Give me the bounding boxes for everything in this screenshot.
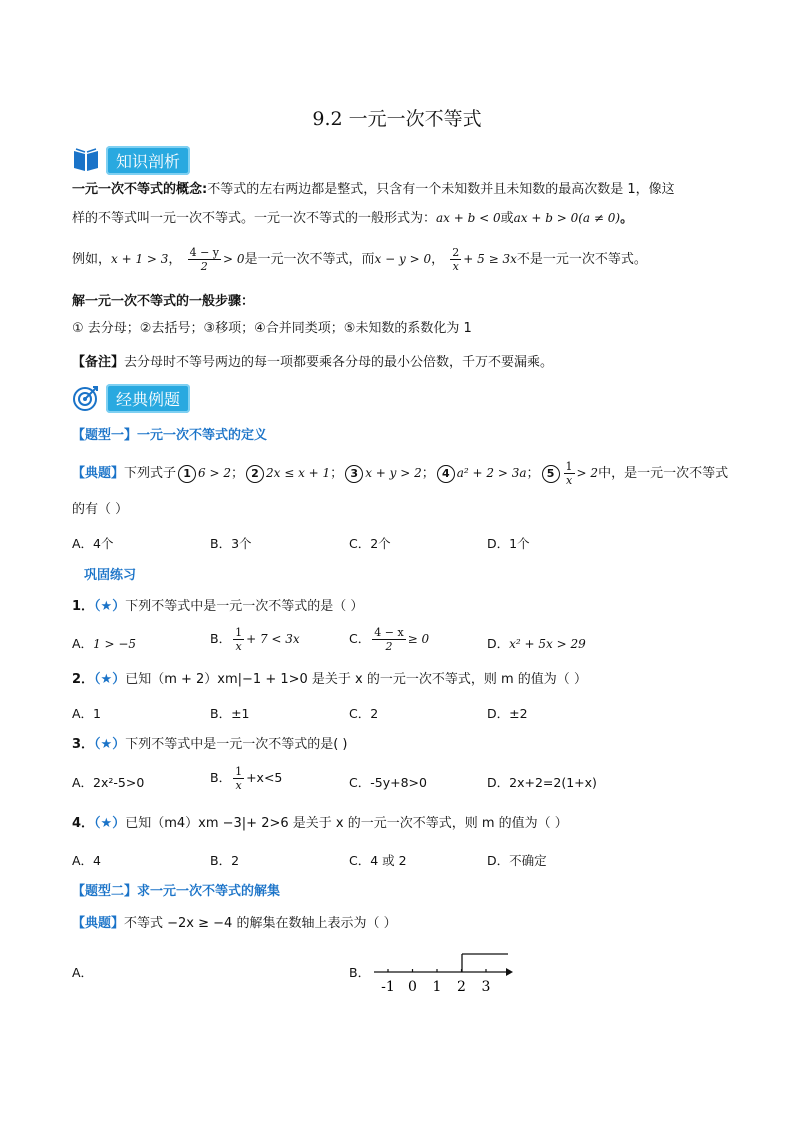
circled-number: 3: [345, 465, 363, 483]
d2-option-a[interactable]: A．: [72, 965, 94, 980]
connector: 或: [500, 211, 514, 226]
denominator: x: [235, 779, 242, 792]
punctuation: ；: [526, 466, 540, 481]
question-text: 下列式子: [124, 466, 177, 481]
option-label: A．: [72, 636, 94, 651]
q1-option-d[interactable]: [487, 634, 586, 652]
question-number: 3．: [72, 737, 95, 752]
option-label: D．: [487, 636, 510, 651]
numerator: 1: [235, 765, 243, 778]
concept-label: 一元一次不等式的概念:: [72, 182, 208, 197]
dianti-1-line-2: 的有（ ）: [72, 502, 129, 517]
formula-condition: (a ≠ 0): [578, 211, 621, 225]
section-header-examples: [72, 383, 190, 413]
question-text: 下列不等式中是一元一次不等式的是（ ）: [125, 599, 364, 614]
numerator: 1: [235, 626, 243, 639]
concept-line-1: [72, 180, 675, 200]
type-heading-2: 【题型二】求一元一次不等式的解集: [72, 884, 281, 899]
difficulty-star: （★）: [94, 737, 126, 752]
dianti-2: [72, 914, 397, 934]
formula: + 5 ≥ 3x: [463, 252, 517, 266]
question-text: 下列不等式中是一元一次不等式的是( ): [125, 737, 348, 752]
difficulty-star: （★）: [94, 672, 126, 687]
circled-number: 1: [178, 465, 196, 483]
formula: 6 > 2: [198, 466, 231, 480]
question-text: 已知（m4）xm −3|+ 2>6 是关于 x 的一元一次不等式，则 m 的值为（ ）: [125, 816, 568, 831]
circled-number: 5: [542, 465, 560, 483]
axis-tick-label: 0: [408, 979, 417, 995]
q2-option-a[interactable]: A．1: [72, 706, 102, 721]
q4-option-c[interactable]: C．4 或 2: [349, 853, 407, 868]
q2-option-c[interactable]: C．2: [349, 706, 379, 721]
question-text: 已知（m + 2）xm|−1 + 1>0 是关于 x 的一元一次不等式，则 m 的值为（ ）: [125, 672, 587, 687]
fraction: [564, 460, 575, 487]
steps-title: 解一元一次不等式的一般步骤：: [72, 294, 255, 309]
axis-arrow-icon: [506, 968, 513, 976]
punctuation: 。: [620, 211, 634, 226]
circled-number: 4: [437, 465, 455, 483]
question-number: 4．: [72, 816, 95, 831]
difficulty-star: （★）: [94, 816, 126, 831]
formula: ax + b > 0: [513, 211, 579, 225]
example-text: 是一元一次不等式，而: [244, 252, 375, 267]
numerator: 4 − y: [189, 246, 220, 259]
punctuation: ，: [168, 252, 182, 267]
section-header-knowledge: [72, 145, 190, 175]
formula: 1 > −5: [93, 637, 137, 651]
difficulty-star: （★）: [94, 599, 126, 614]
steps-list: ① 去分母；②去括号；③移项；④合并同类项；⑤未知数的系数化为 1: [72, 321, 472, 336]
d2-option-b[interactable]: B．: [349, 965, 371, 980]
question-text: 中，是一元一次不等式: [598, 466, 729, 481]
formula: 2x ≤ x + 1: [266, 466, 331, 480]
axis-tick-label: 2: [457, 979, 466, 995]
dianti-tag: 【典题】: [72, 466, 125, 481]
punctuation: ；: [421, 466, 435, 481]
note-line: [72, 353, 553, 373]
formula: ax + b < 0: [436, 211, 501, 225]
concept-text: 不等式的左右两边都是整式，只含有一个未知数并且未知数的最高次数是 1，像这: [207, 182, 675, 197]
target-icon: [72, 384, 100, 412]
section-label: 经典例题: [106, 384, 190, 413]
question-1: [72, 597, 363, 617]
question-2: [72, 670, 587, 690]
question-number: 2．: [72, 672, 95, 687]
axis-tick-label: -1: [381, 979, 395, 995]
q3-option-a[interactable]: A．2x²-5>0: [72, 775, 145, 790]
question-4: [72, 814, 568, 834]
formula: x + 1 > 3: [111, 252, 169, 266]
dianti-1-line-1: [72, 458, 728, 489]
q1-option-a[interactable]: [72, 634, 136, 652]
formula: x − y > 0: [374, 252, 432, 266]
q1-option-b[interactable]: [210, 624, 300, 654]
book-icon: [72, 147, 100, 173]
q4-option-a[interactable]: A．4: [72, 853, 102, 868]
formula: a² + 2 > 3a: [456, 466, 527, 480]
question-text: 不等式 −2x ≥ −4 的解集在数轴上表示为（ ）: [124, 916, 397, 931]
option-d[interactable]: D．1个: [487, 536, 530, 551]
option-a[interactable]: A．4个: [72, 536, 114, 551]
denominator: x: [452, 260, 459, 273]
numerator: 2: [452, 246, 460, 259]
number-line: [370, 948, 515, 996]
q3-option-b[interactable]: [210, 763, 282, 793]
formula: +x<5: [246, 770, 283, 785]
q1-option-c[interactable]: [349, 624, 429, 654]
page-title: 9.2 一元一次不等式: [312, 108, 482, 130]
axis-tick-label: 3: [481, 979, 491, 995]
denominator: x: [565, 474, 573, 487]
practice-heading: 巩固练习: [84, 568, 137, 583]
denominator: 2: [200, 260, 208, 273]
formula: x² + 5x > 29: [509, 637, 586, 651]
formula: ≥ 0: [407, 632, 430, 646]
axis-tick-label: 1: [432, 979, 442, 995]
numerator: 4 − x: [374, 626, 404, 639]
option-label: B．: [210, 770, 232, 785]
fraction: [188, 246, 221, 273]
punctuation: ，: [431, 252, 445, 267]
section-label: 知识剖析: [106, 146, 190, 175]
q4-option-b[interactable]: B．2: [210, 853, 240, 868]
dianti-tag: 【典题】: [72, 916, 125, 931]
option-b[interactable]: B．3个: [210, 536, 252, 551]
concept-line-2: [72, 208, 633, 229]
concept-text: 样的不等式叫一元一次不等式。一元一次不等式的一般形式为：: [72, 211, 437, 226]
formula: > 2: [576, 466, 599, 480]
formula: x + y > 2: [365, 466, 422, 480]
q3-option-c[interactable]: C．-5y+8>0: [349, 775, 427, 790]
type-heading-1: 【题型一】一元一次不等式的定义: [72, 428, 268, 443]
circled-number: 2: [246, 465, 264, 483]
numerator: 1: [565, 460, 573, 473]
formula: + 7 < 3x: [246, 632, 300, 646]
fraction: [233, 765, 244, 792]
option-label: C．: [349, 631, 371, 646]
q3-option-d[interactable]: D．2x+2=2(1+x): [487, 775, 597, 790]
question-number: 1．: [72, 599, 95, 614]
formula: > 0: [223, 252, 245, 266]
fraction: [372, 626, 405, 653]
example-prefix: 例如，: [72, 252, 112, 267]
q2-option-b[interactable]: B．±1: [210, 706, 250, 721]
fraction: [450, 246, 461, 273]
punctuation: ；: [230, 466, 244, 481]
example-text: 不是一元一次不等式。: [516, 252, 647, 267]
denominator: x: [235, 640, 242, 653]
q4-option-d[interactable]: D．不确定: [487, 853, 547, 868]
note-tag: 【备注】: [72, 355, 125, 370]
question-3: [72, 735, 347, 755]
q2-option-d[interactable]: D．±2: [487, 706, 528, 721]
denominator: 2: [385, 640, 393, 653]
fraction: [233, 626, 244, 653]
note-text: 去分母时不等号两边的每一项都要乘各分母的最小公倍数，千万不要漏乘。: [124, 355, 554, 370]
punctuation: ；: [330, 466, 344, 481]
option-c[interactable]: C．2个: [349, 536, 391, 551]
option-label: B．: [210, 631, 232, 646]
example-line: [72, 244, 647, 275]
